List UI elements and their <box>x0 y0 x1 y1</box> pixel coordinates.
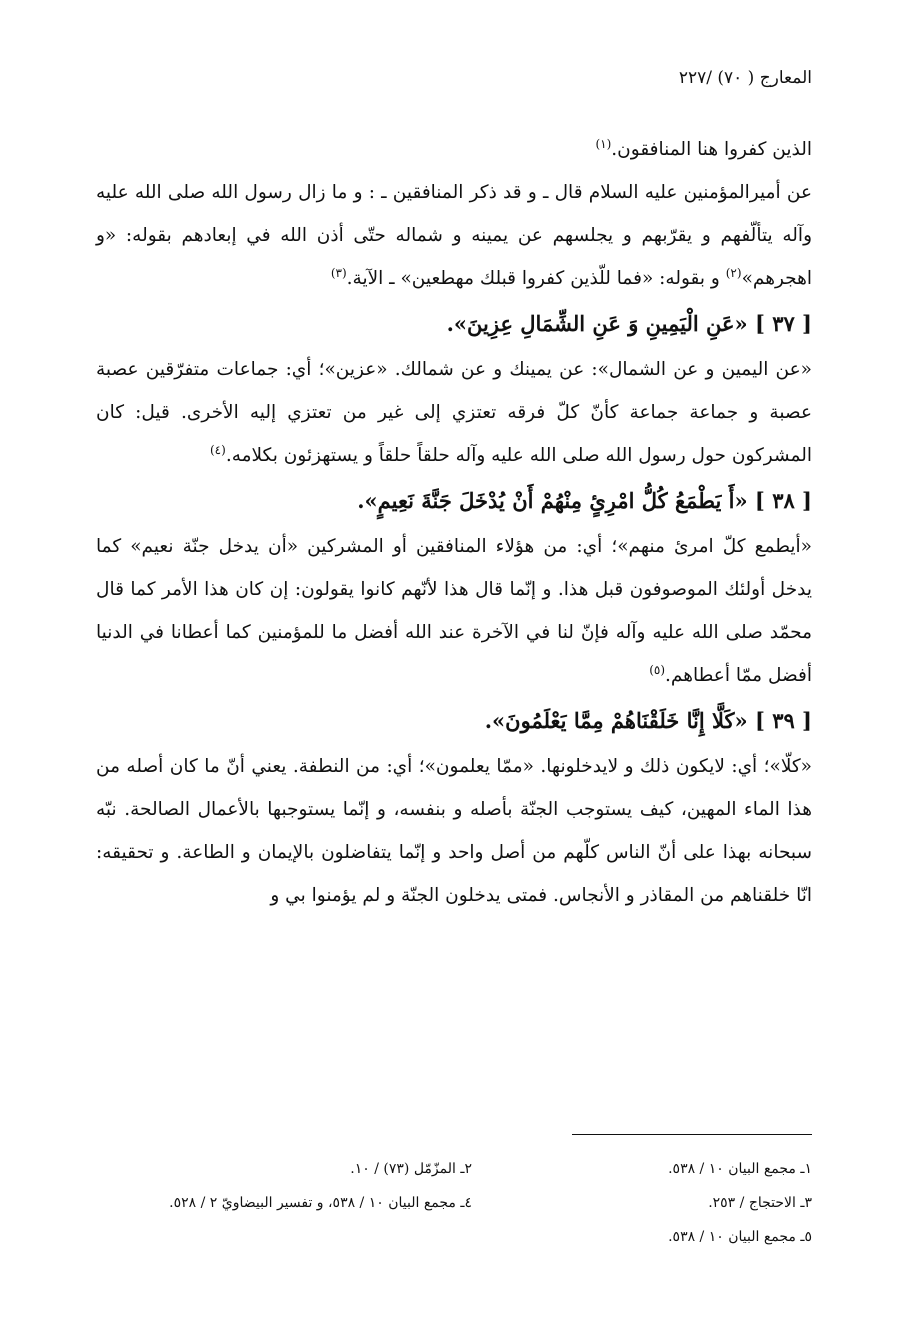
main-text <box>96 128 812 917</box>
paragraph-4-text: «أيطمع كلّ امرئ منهم»؛ أي: من هؤلاء المنافقين أو المشركين «أن يدخل جنّة نعيم» كما يدخل أولئك الموصوفون قبل هذا. و إنّما قال هذا لأنّهم كانوا يقولون: إن كان هذا الأمر كما قال محمّد صلى الله عليه وآله فإنّ لنا في الآخرة عند الله أفضل ما للمؤمنين كما أعطانا في الدنيا أفضل ممّا أعطاهم. <box>96 536 812 686</box>
footnote-4: ٤ـ مجمع البيان ١٠ / ٥٣٨، و تفسير البيضاويّ ٢ / ٥٢٨. <box>169 1195 472 1211</box>
footnote-2: ٢ـ المزّمّل (٧٣) / ١٠. <box>350 1161 472 1177</box>
footnote-ref-4: (٤) <box>209 442 226 457</box>
footnote-ref-2: (٢) <box>725 265 742 280</box>
verse-38: [ ٣٨ ] «أَ يَطْمَعُ كُلُّ امْرِئٍ مِنْهُمْ أَنْ يُدْخَلَ جَنَّةَ نَعِيمٍ». <box>357 488 812 513</box>
footnote-row-3 <box>96 1220 812 1254</box>
paragraph-1 <box>96 128 812 171</box>
footnote-row-2 <box>96 1186 812 1220</box>
running-header: المعارج ( ٧٠) /٢٢٧ <box>678 68 812 88</box>
footnote-5: ٥ـ مجمع البيان ١٠ / ٥٣٨. <box>668 1229 812 1245</box>
paragraph-2-text: عن أميرالمؤمنين عليه السلام قال ـ و قد ذكر المنافقين ـ : و ما زال رسول الله صلى الله عليه وآله يتألّفهم و يقرّبهم و يجلسهم عن يمينه و شماله حتّى أذن الله في إبعادهم بقوله: «و اهجرهم» <box>96 182 812 289</box>
footnotes <box>96 1152 812 1254</box>
paragraph-5: «كلّا»؛ أي: لايكون ذلك و لايدخلونها. «ممّا يعلمون»؛ أي: من النطفة. يعني أنّ ما كان أصله من هذا الماء المهين، كيف يستوجب الجنّة بأصله و بنفسه، و إنّما يستوجبها بالأعمال الصالحة. نبّه سبحانه بهذا على أنّ الناس كلّهم من أصل واحد و إنّما يتفاضلون بالإيمان و الطاعة. و تحقيقه: انّا خلقناهم من المقاذر و الأنجاس. فمتى يدخلون الجنّة و لم يؤمنوا بي و <box>96 756 812 906</box>
paragraph-4 <box>96 525 812 697</box>
paragraph-2 <box>96 171 812 300</box>
footnote-row-1 <box>96 1152 812 1186</box>
paragraph-1-text: الذين كفروا هنا المنافقون. <box>611 139 812 160</box>
verse-39: [ ٣٩ ] «كَلَّا إِنَّا خَلَقْنَاهُمْ مِمَّا يَعْلَمُونَ». <box>484 708 812 733</box>
verse-37: [ ٣٧ ] «عَنِ الْيَمِينِ وَ عَنِ الشِّمَالِ عِزِينَ». <box>446 311 812 336</box>
paragraph-3 <box>96 348 812 477</box>
footnote-divider <box>572 1134 812 1135</box>
footnote-ref-5: (٥) <box>649 662 666 677</box>
footnote-1: ١ـ مجمع البيان ١٠ / ٥٣٨. <box>668 1161 812 1177</box>
footnote-3: ٣ـ الاحتجاج / ٢٥٣. <box>708 1195 812 1211</box>
footnote-ref-3: (٣) <box>330 265 347 280</box>
paragraph-2-text-b: و بقوله: «فما للّذين كفروا قبلك مهطعين» ـ الآية. <box>346 268 726 289</box>
footnote-ref-1: (١) <box>595 136 612 151</box>
paragraph-3-text: «عن اليمين و عن الشمال»: عن يمينك و عن شمالك. «عزين»؛ أي: جماعات متفرّقين عصبة عصبة و جماعة جماعة كأنّ كلّ فرقه تعتزي إلى غير من تعتزي إليه الأخرى. قيل: كان المشركون حول رسول الله صلى الله عليه وآله حلقاً حلقاً و يستهزئون بكلامه. <box>96 359 812 466</box>
